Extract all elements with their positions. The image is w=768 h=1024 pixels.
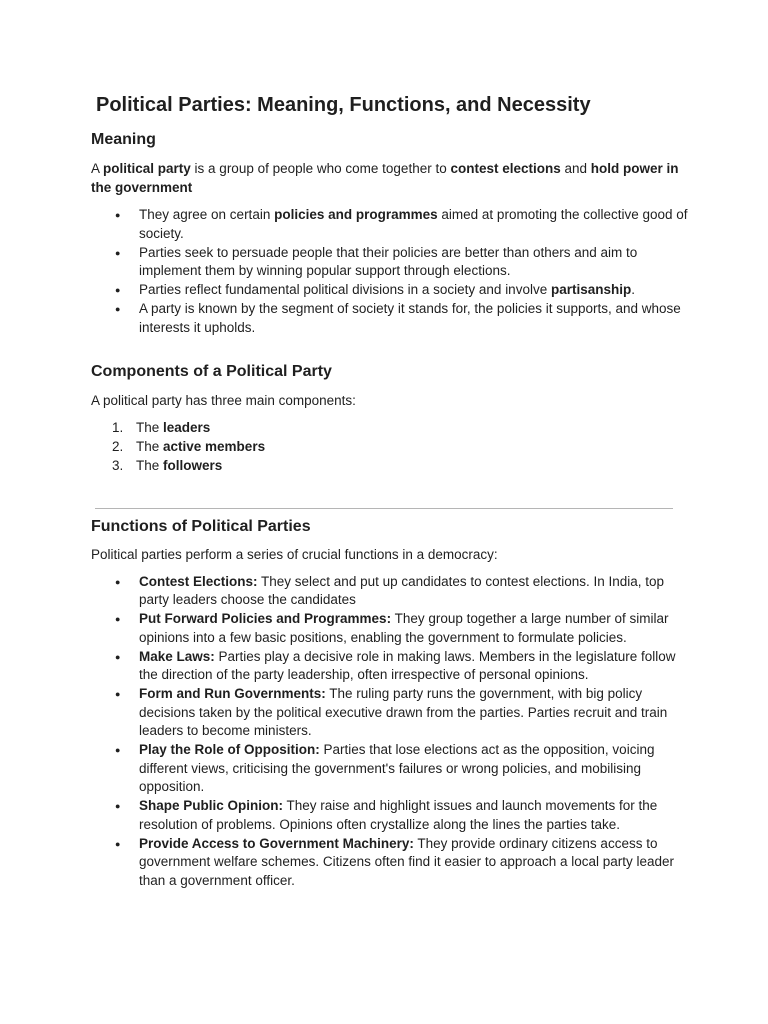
item-term: Provide Access to Government Machinery: [139, 835, 414, 851]
item-text: Parties that lose elections act as the opposition, voicing different views, criticising the government's failures or wrong policies, and mobilising opposition. [139, 742, 655, 794]
item-text: aimed at promoting the collective good of society. [139, 207, 688, 241]
item-text: They raise and highlight issues and launch movements for the resolution of problems. Opinions often crystallize along the lines the parties take. [139, 798, 658, 832]
item-text: The [136, 457, 164, 473]
section-heading-meaning: Meaning [91, 131, 156, 148]
list-item [139, 281, 691, 300]
functions-bullet-list [91, 573, 691, 891]
intro-term: hold power in the government [91, 161, 679, 195]
item-text: Parties reflect fundamental political divisions in a society and involve [139, 282, 551, 297]
item-term: Form and Run Governments: [139, 686, 326, 701]
item-term: Contest Elections: [139, 573, 258, 589]
list-item [139, 610, 691, 647]
item-text: They agree on certain [139, 207, 275, 222]
list-item [112, 457, 691, 476]
components-intro: A political party has three main components: [91, 393, 356, 408]
item-number: 1. [112, 419, 124, 435]
item-term: Make Laws: [139, 648, 215, 664]
intro-term: political party [103, 161, 191, 176]
section-heading-components: Components of a Political Party [91, 363, 332, 380]
list-item [139, 685, 691, 741]
list-item [139, 835, 691, 891]
list-item [112, 438, 691, 457]
list-item [112, 419, 691, 438]
item-term: Shape Public Opinion: [139, 798, 284, 813]
item-text: Parties seek to persuade people that their policies are better than others and aim to implement them by winning popular support through elections. [139, 244, 638, 278]
horizontal-divider [95, 508, 673, 509]
list-item [139, 206, 691, 243]
item-text: . [631, 282, 636, 297]
document-page [91, 93, 691, 891]
section-heading-functions: Functions of Political Parties [91, 518, 311, 535]
item-text: They group together a large number of similar opinions into a few basic positions, enabling the government to formulate policies. [139, 611, 669, 645]
list-item [139, 300, 691, 337]
item-text: They provide ordinary citizens access to government welfare schemes. Citizens often find it easier to approach a local party leader than a government officer. [139, 835, 675, 888]
item-number: 2. [112, 438, 124, 454]
item-term: Put Forward Policies and Programmes: [139, 611, 392, 626]
list-item [139, 797, 691, 834]
intro-term: contest elections [450, 161, 561, 176]
intro-text: A [91, 161, 104, 176]
meaning-intro [91, 160, 691, 197]
item-text: Parties play a decisive role in making laws. Members in the legislature follow the direction of the party leadership, often irrespective of personal opinions. [139, 648, 676, 682]
list-item [139, 244, 691, 281]
item-term: policies and programmes [274, 207, 438, 222]
list-item [139, 573, 691, 610]
document-title: Political Parties: Meaning, Functions, and Necessity [96, 94, 591, 116]
item-text: The ruling party runs the government, with big policy decisions taken by the political executive drawn from the parties. Parties recruit and train leaders to become ministers. [139, 686, 668, 738]
intro-text: and [560, 161, 591, 176]
components-numbered-list [91, 419, 691, 476]
item-term: followers [163, 457, 223, 473]
functions-intro: Political parties perform a series of crucial functions in a democracy: [91, 547, 498, 562]
item-term: active members [163, 438, 266, 454]
item-text: The [136, 438, 164, 454]
list-item [139, 648, 691, 685]
list-item [139, 741, 691, 797]
item-text: The [136, 419, 164, 435]
item-term: partisanship [550, 282, 632, 297]
item-text: They select and put up candidates to contest elections. In India, top party leaders choose the candidates [139, 573, 665, 607]
intro-text: is a group of people who come together to [190, 161, 451, 176]
item-number: 3. [112, 457, 124, 473]
item-term: leaders [163, 419, 211, 435]
item-term: Play the Role of Opposition: [139, 742, 320, 757]
item-text: A party is known by the segment of society it stands for, the policies it supports, and whose interests it upholds. [139, 301, 681, 335]
meaning-bullet-list [91, 206, 691, 337]
